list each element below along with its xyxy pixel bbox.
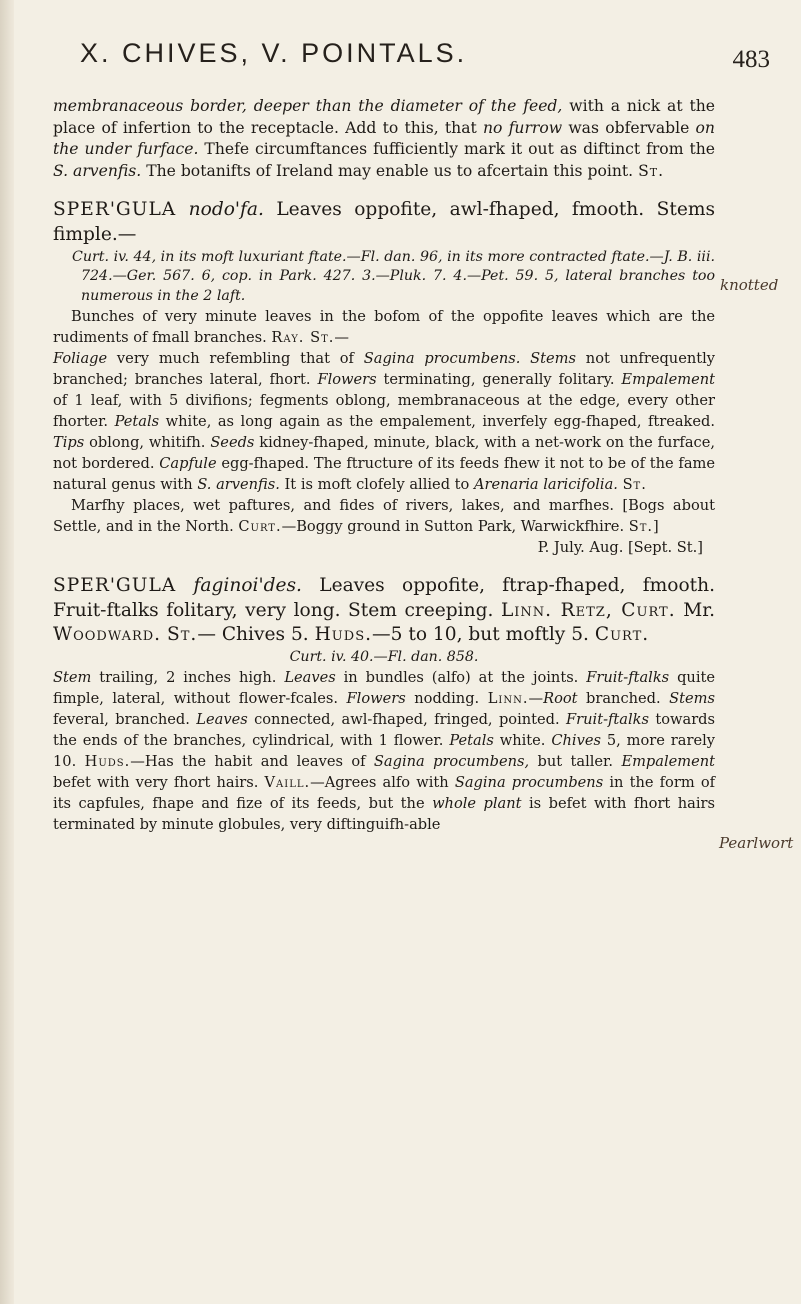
continued-paragraph: membranaceous border, deeper than the diameter of the feed, with a nick at the place of infertion to the receptacle. Add to this, that no furrow was obfervable on the under furface. Thefe circumftances fufficiently mark it out as diftinct from the S. arvenfis. The botanifts of Ireland may enable us to afcertain this point. St.	[53, 97, 715, 180]
flowering-time-nodosa: P. July. Aug. [Sept. St.]	[537, 539, 703, 557]
species-heading-saginoides: SPER'GULA faginoi'des. Leaves oppofite, ftrap-fhaped, fmooth. Fruit-ftalks folitary, very long. Stem creeping. Linn. Retz, Curt. Mr. Woodward. St.— Chives 5. Huds.—5 to 10, but moftly 5. Curt.	[53, 575, 715, 646]
page-edge-shadow	[0, 0, 14, 1304]
margin-note-knotted: knotted	[720, 276, 779, 294]
margin-note-pearlwort: Pearlwort	[719, 834, 794, 852]
description-nodosa-2: Foliage very much refembling that of Sagina procumbens. Stems not unfrequently branched; branches lateral, fhort. Flowers terminating, generally folitary. Empalement of 1 leaf, with 5 divifions; fegments oblong, membranaceous at the edge, every other fhorter. Petals white, as long again as the empalement, inverfely egg-fhaped, ftreaked. Tips oblong, whitifh. Seeds kidney-fhaped, minute, black, with a net-work on the furface, not bordered. Capfule egg-fhaped. The ftructure of its feeds fhew it not to be of the fame natural genus with S. arvenfis. It is moft clofely allied to Arenaria laricifolia. St.	[53, 350, 716, 494]
citation-nodosa: Curt. iv. 44, in its moft luxuriant ftate.—Fl. dan. 96, in its more contracted ftate.—J. B. iii. 724.—Ger. 567. 6, cop. in Park. 427. 3.—Pluk. 7. 4.—Pet. 59. 5, lateral branches too numerous in the 2 laft.	[72, 248, 715, 304]
citation-saginoides: Curt. iv. 40.—Fl. dan. 858.	[289, 648, 479, 665]
page-body	[53, 96, 715, 835]
description-saginoides: Stem trailing, 2 inches high. Leaves in bundles (alfo) at the joints. Fruit-ftalks quite fimple, lateral, without flower-fcales. Flowers nodding. Linn.—Root branched. Stems feveral, branched. Leaves connected, awl-fhaped, fringed, pointed. Fruit-ftalks towards the ends of the branches, cylindrical, with 1 flower. Petals white. Chives 5, more rarely 10. Huds.—Has the habit and leaves of Sagina procumbens, but taller. Empalement befet with very fhort hairs. Vaill.—Agrees alfo with Sagina procumbens in the form of its capfules, fhape and fize of its feeds, but the whole plant is befet with fhort hairs terminated by minute globules, very diftinguifh-able	[53, 669, 716, 834]
habitat-nodosa: Marfhy places, wet paftures, and fides of rivers, lakes, and marfhes. [Bogs about Settle, and in the North. Curt.—Boggy ground in Sutton Park, Warwickfhire. St.]	[53, 497, 715, 536]
species-heading-nodosa: SPER'GULA nodo'fa. Leaves oppofite, awl-fhaped, fmooth. Stems fimple.—	[53, 199, 715, 245]
page-header	[80, 34, 770, 84]
description-nodosa-1: Bunches of very minute leaves in the bofom of the oppofite leaves which are the rudiments of fmall branches. Ray. St.—	[53, 308, 715, 347]
running-head: X. CHIVES, V. POINTALS.	[80, 38, 468, 68]
page-number: 483	[732, 46, 770, 73]
